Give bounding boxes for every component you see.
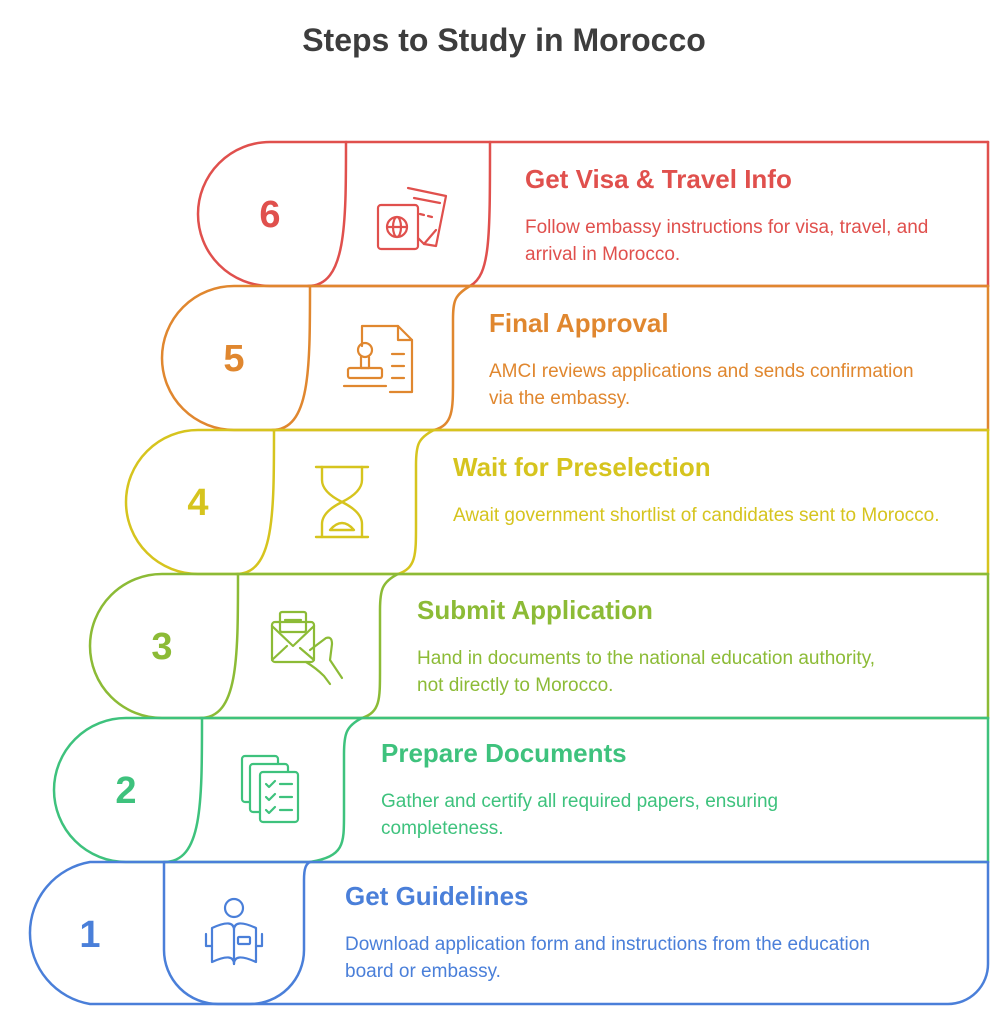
step-6-number: 6 xyxy=(259,194,281,236)
passport-ticket-icon xyxy=(378,188,446,249)
step-3-title: Submit Application xyxy=(417,595,653,625)
step-3-description: Hand in documents to the national education authority, not directly to Morocco. xyxy=(417,648,876,696)
step-5-number: 5 xyxy=(223,338,245,380)
step-4-number: 4 xyxy=(187,482,209,524)
step-4-title: Wait for Preselection xyxy=(453,452,711,482)
hand-envelope-icon xyxy=(272,612,342,684)
step-3-number: 3 xyxy=(151,626,173,668)
diagram-title: Steps to Study in Morocco xyxy=(302,22,706,58)
hourglass-icon xyxy=(316,467,368,537)
reading-person-icon xyxy=(206,899,262,964)
step-4-description: Await government shortlist of candidates sent to Morocco. xyxy=(453,505,940,526)
step-2-description: Gather and certify all required papers, ensuring completeness. xyxy=(381,791,779,839)
step-6-description: Follow embassy instructions for visa, travel, and arrival in Morocco. xyxy=(525,217,929,265)
step-2-number: 2 xyxy=(115,770,137,812)
step-1-description: Download application form and instructions from the education board or embassy. xyxy=(345,934,870,982)
step-1-title: Get Guidelines xyxy=(345,881,529,911)
documents-checklist-icon xyxy=(242,756,298,822)
step-5-description: AMCI reviews applications and sends confirmation via the embassy. xyxy=(489,361,914,409)
step-1-number: 1 xyxy=(79,914,101,956)
step-6-title: Get Visa & Travel Info xyxy=(525,164,792,194)
step-2-title: Prepare Documents xyxy=(381,738,627,768)
step-5-title: Final Approval xyxy=(489,308,669,338)
stamp-document-icon xyxy=(344,326,412,392)
